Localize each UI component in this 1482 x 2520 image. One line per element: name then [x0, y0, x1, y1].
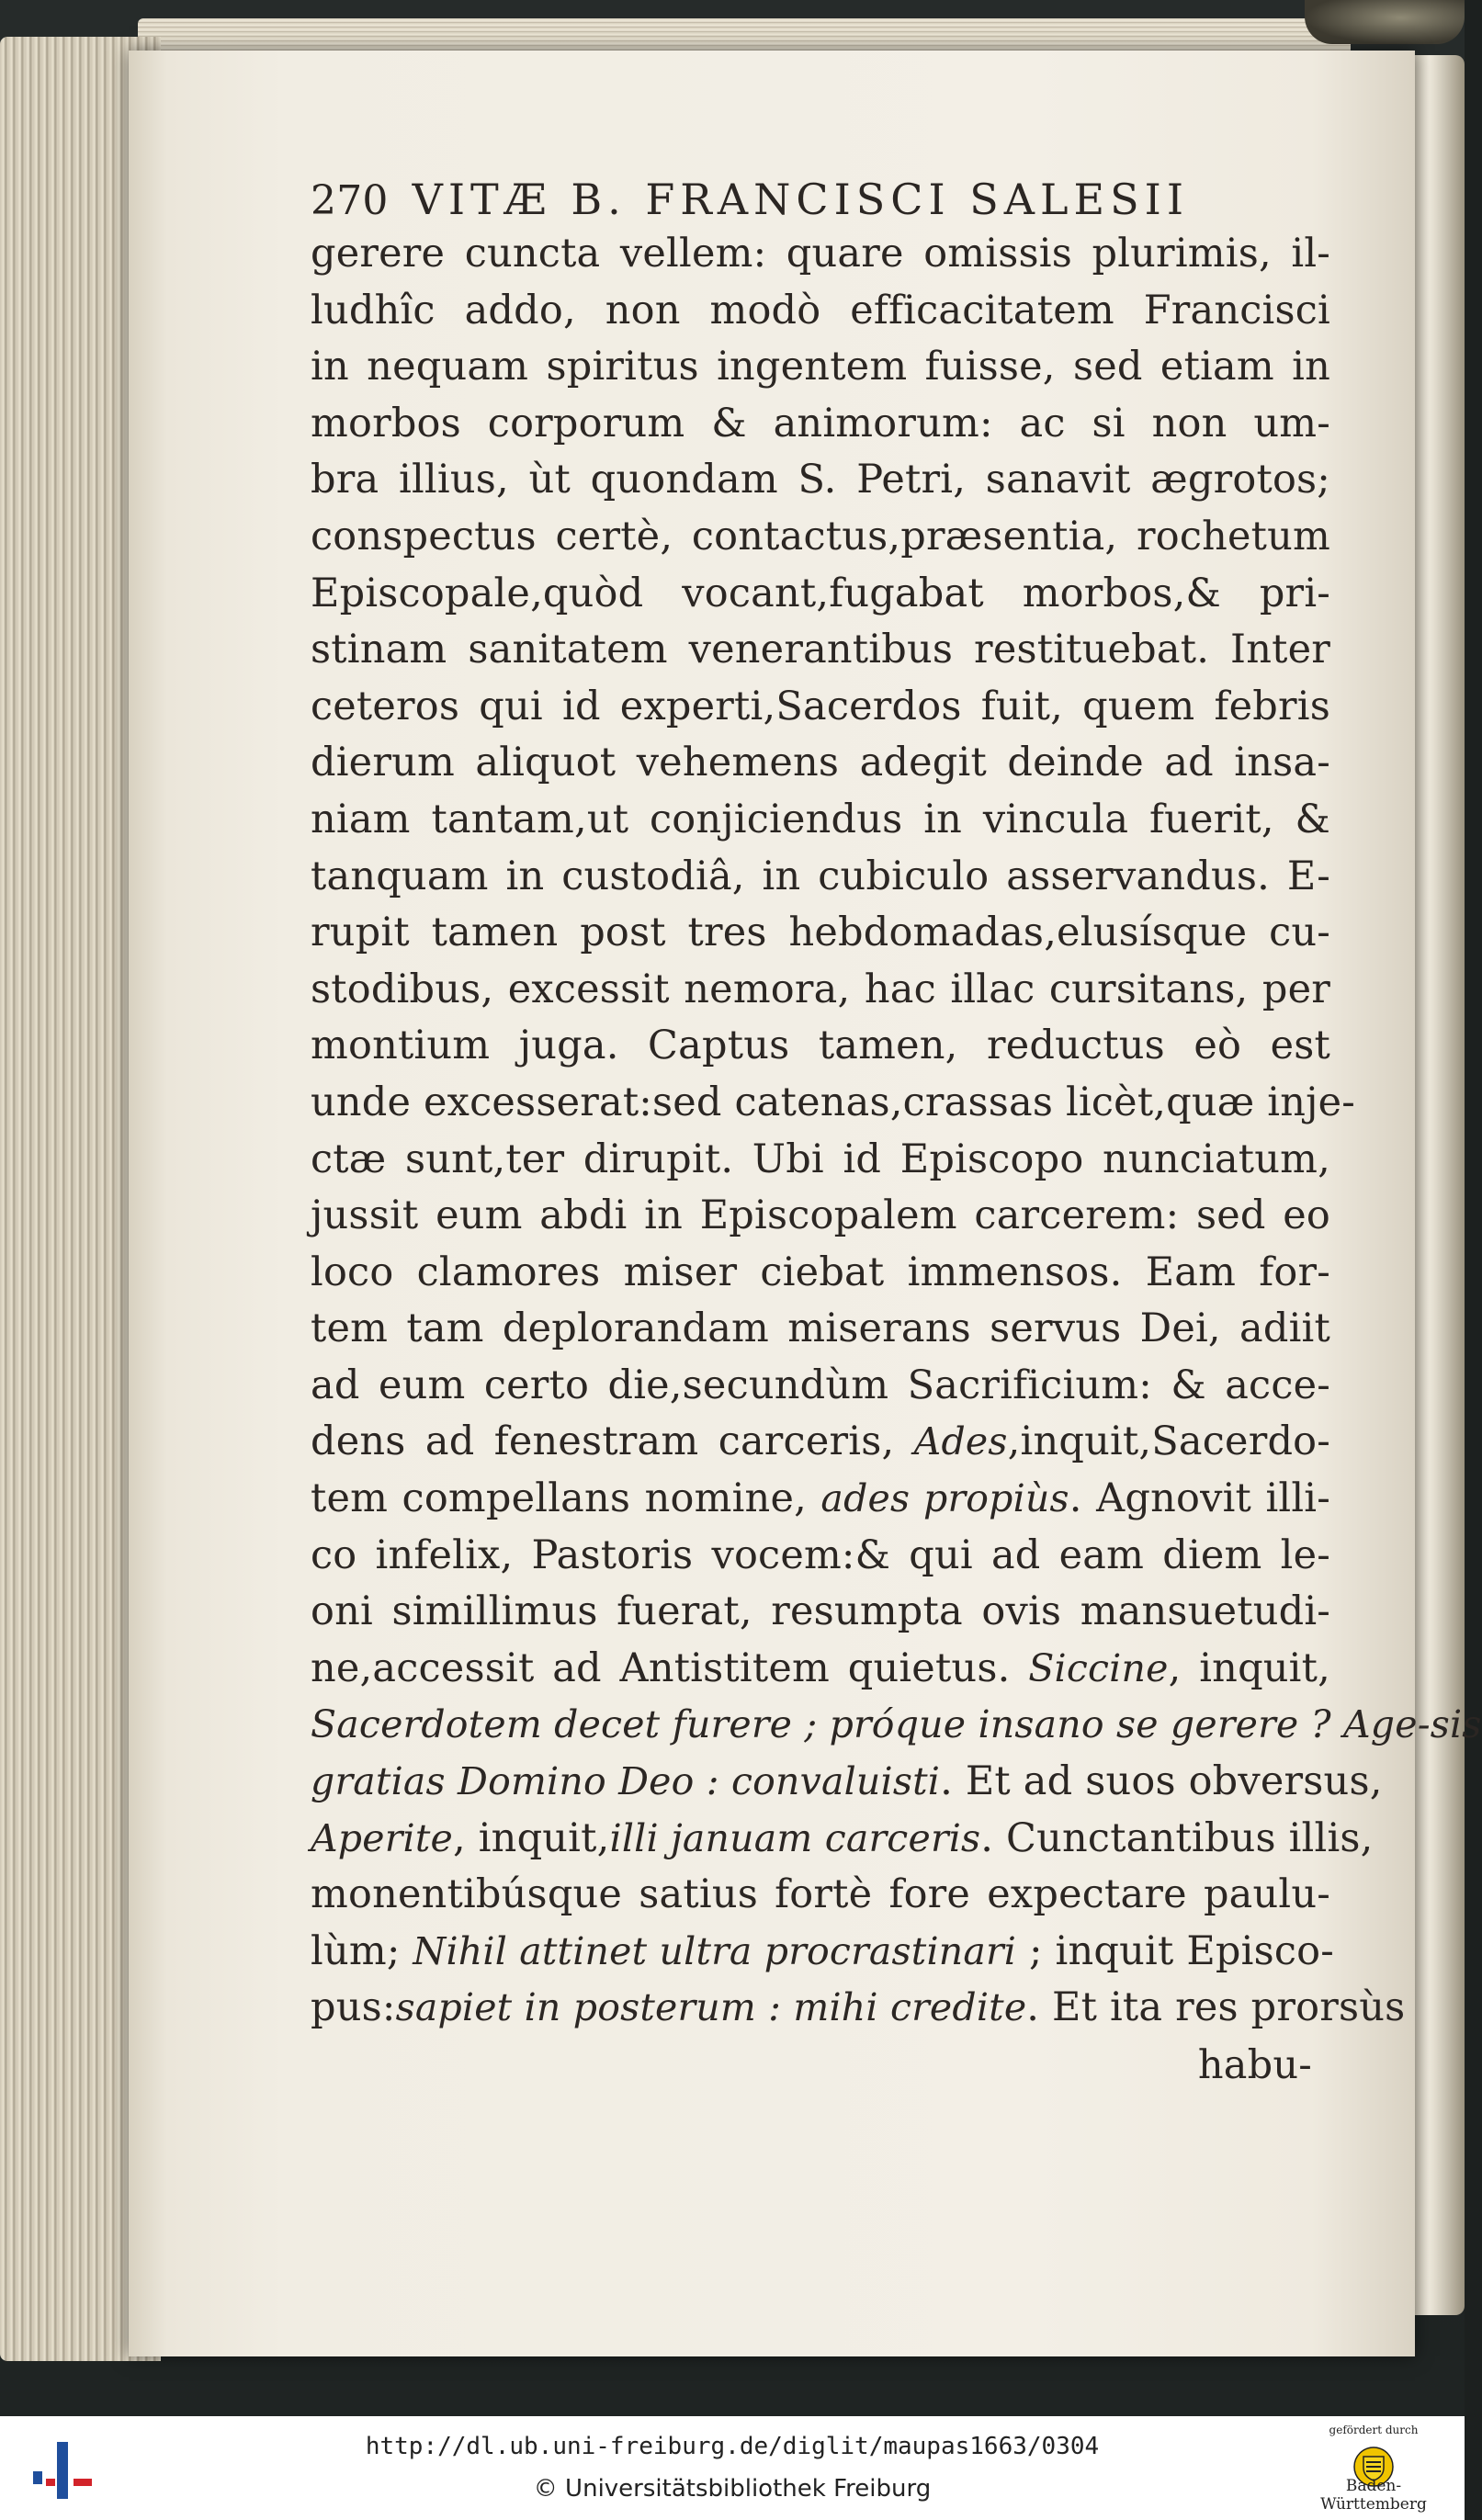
roman-span: stinam sanitatem venerantibus restituebat. Inter: [311, 627, 1330, 673]
text-line: [311, 622, 1330, 679]
roman-span: . Et ita res prorsùs: [1026, 1984, 1406, 2031]
text-line: [311, 452, 1330, 509]
roman-span: gerere cuncta vellem: quare omissis plurimis, il-: [311, 231, 1330, 277]
italic-span: sapiet in posterum : mihi credite: [395, 1985, 1027, 2030]
text-line: [311, 1584, 1330, 1641]
roman-span: dens ad fenestram carceris,: [311, 1418, 914, 1465]
permalink-url[interactable]: http://dl.ub.uni-freiburg.de/diglit/maupas1663/0304: [365, 2433, 1100, 2460]
text-line: [311, 1528, 1330, 1585]
sponsor-name: Baden-Württemberg: [1320, 2477, 1427, 2514]
roman-span: niam tantam,ut conjiciendus in vincula fuerit, &: [311, 796, 1330, 842]
roman-span: ludhîc addo, non modò efficacitatem Francisci: [311, 287, 1330, 333]
roman-span: tem compellans nomine,: [311, 1475, 821, 1522]
text-line: [311, 905, 1330, 962]
roman-span: in nequam spiritus ingentem fuisse, sed etiam in: [311, 344, 1330, 390]
text-line: [311, 792, 1330, 849]
text-line: [311, 962, 1330, 1019]
text-line: [311, 1188, 1330, 1245]
text-line: [311, 509, 1330, 566]
text-line: [311, 1075, 1356, 1132]
page-text: [311, 173, 1482, 2094]
roman-span: Episcopale,quòd vocant,fugabat morbos,& pri-: [311, 570, 1330, 616]
italic-span: gratias Domino Deo : convaluisti: [311, 1759, 941, 1804]
text-line: [311, 735, 1330, 792]
text-line: [311, 396, 1330, 453]
roman-span: . Agnovit illi-: [1069, 1475, 1330, 1522]
text-line: [311, 1980, 1406, 2037]
text-line: [311, 283, 1330, 340]
roman-span: lùm;: [311, 1927, 413, 1974]
text-line: [311, 1414, 1330, 1471]
roman-span: stodibus, excessit nemora, hac illac cursitans, per: [311, 966, 1330, 1012]
roman-span: unde excesserat:sed catenas,crassas licèt,quæ inje-: [311, 1079, 1356, 1125]
running-head: [311, 173, 1330, 226]
italic-span: ades propiùs: [820, 1476, 1069, 1521]
text-line: [311, 1358, 1330, 1415]
footer-bar: [0, 2416, 1465, 2520]
roman-span: . Et ad suos obversus,: [940, 1758, 1383, 1805]
text-line: [311, 339, 1330, 396]
text-line: [311, 679, 1330, 736]
roman-span: tem tam deplorandam miserans servus Dei, adiit: [311, 1305, 1330, 1352]
book-clasp: [1305, 0, 1465, 44]
text-line: [311, 1245, 1330, 1302]
roman-span: rupit tamen post tres hebdomadas,elusísque cu-: [311, 910, 1330, 956]
italic-span: Siccine: [1028, 1645, 1169, 1690]
text-line: [311, 1641, 1330, 1698]
text-line: [311, 1697, 1482, 1754]
text-line: [311, 226, 1330, 283]
roman-span: , inquit,: [1168, 1644, 1330, 1691]
italic-span: Sacerdotem decet furere ; próque insano se gerere ? Age-sis: [311, 1702, 1482, 1747]
roman-span: morbos corporum & animorum: ac si non um-: [311, 400, 1330, 446]
text-line: [311, 1018, 1330, 1075]
roman-span: ,inquit,Sacerdo-: [1007, 1418, 1330, 1465]
roman-span: ne,accessit ad Antistitem quietus.: [311, 1644, 1029, 1691]
italic-span: illi januam carceris: [609, 1815, 981, 1860]
roman-span: dierum aliquot vehemens adegit deinde ad insa-: [311, 740, 1330, 786]
body-text: [311, 226, 1482, 2037]
roman-span: ; inquit Episco-: [1016, 1927, 1334, 1974]
text-line: [311, 1301, 1330, 1358]
text-line: [311, 1471, 1330, 1528]
text-line: [311, 566, 1330, 623]
catchword: habu-: [1197, 2042, 1312, 2088]
text-line: [311, 1924, 1334, 1981]
roman-span: pus:: [311, 1984, 396, 2031]
text-line: [311, 1132, 1330, 1189]
roman-span: ceteros qui id experti,Sacerdos fuit, quem febris: [311, 683, 1330, 729]
italic-span: Nihil attinet ultra procrastinari: [413, 1928, 1017, 1973]
roman-span: ctæ sunt,ter dirupit. Ubi id Episcopo nunciatum,: [311, 1136, 1330, 1182]
roman-span: monentibúsque satius fortè fore expectare paulu-: [311, 1871, 1330, 1918]
roman-span: . Cunctantibus illis,: [980, 1814, 1374, 1861]
sponsor-logo: [1305, 2422, 1442, 2517]
roman-span: montium juga. Captus tamen, reductus eò est: [311, 1023, 1330, 1069]
running-head-title: VITÆ B. FRANCISCI SALESII: [412, 175, 1189, 224]
italic-span: Aperite: [311, 1815, 453, 1860]
roman-span: ad eum certo die,secundùm Sacrificium: & acce-: [311, 1362, 1330, 1408]
text-line: [311, 1811, 1374, 1868]
italic-span: Ades: [913, 1419, 1008, 1464]
roman-span: , inquit,: [452, 1814, 610, 1861]
roman-span: bra illius, ùt quondam S. Petri, sanavit ægrotos;: [311, 457, 1330, 503]
page-number: 270: [311, 177, 389, 224]
roman-span: tanquam in custodiâ, in cubiculo asservandus. E-: [311, 853, 1330, 899]
page-edges-top: [138, 18, 1351, 55]
sponsor-label: gefördert durch: [1329, 2424, 1419, 2436]
copyright-notice: © Universitätsbibliothek Freiburg: [533, 2475, 932, 2503]
roman-span: co infelix, Pastoris vocem:& qui ad eam diem le-: [311, 1531, 1330, 1578]
text-line: [311, 849, 1330, 906]
roman-span: oni simillimus fuerat, resumpta ovis mansuetudi-: [311, 1588, 1330, 1635]
roman-span: conspectus certè, contactus,præsentia, rochetum: [311, 513, 1330, 559]
text-line: [311, 1754, 1383, 1811]
roman-span: loco clamores miser ciebat immensos. Eam for-: [311, 1249, 1330, 1295]
text-line: [311, 1867, 1330, 1924]
roman-span: jussit eum abdi in Episcopalem carcerem: sed eo: [311, 1192, 1330, 1239]
